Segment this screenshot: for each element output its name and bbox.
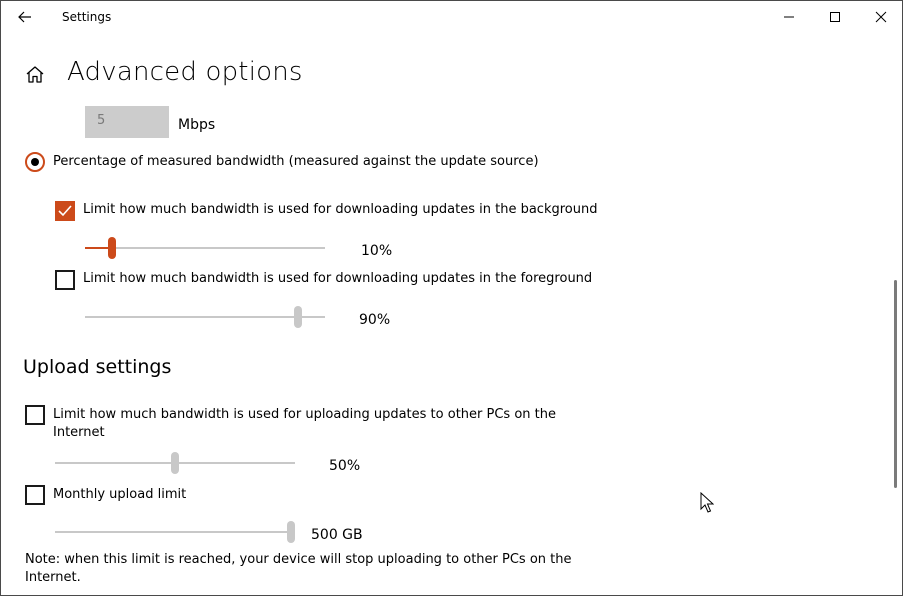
percentage-radio-label: Percentage of measured bandwidth (measured against the update source) <box>53 154 539 169</box>
minimize-icon <box>783 11 795 23</box>
background-limit-label: Limit how much bandwidth is used for downloading updates in the background <box>83 202 598 217</box>
window-title: Settings <box>62 10 112 24</box>
upload-limit-label-line2: Internet <box>53 425 105 440</box>
background-limit-value: 10% <box>361 243 393 259</box>
monthly-limit-checkbox[interactable] <box>25 485 45 505</box>
foreground-limit-checkbox[interactable] <box>55 270 75 290</box>
slider-thumb[interactable] <box>108 237 116 259</box>
back-button[interactable] <box>12 6 38 28</box>
upload-limit-label <box>53 406 556 442</box>
slider-thumb[interactable] <box>171 452 179 474</box>
upload-settings-heading: Upload settings <box>23 356 172 378</box>
minimize-button[interactable] <box>766 0 812 34</box>
upload-limit-slider[interactable] <box>55 452 295 474</box>
foreground-limit-value: 90% <box>359 312 391 328</box>
maximize-icon <box>829 11 841 23</box>
foreground-limit-slider[interactable] <box>85 306 325 328</box>
back-arrow-icon <box>18 11 32 23</box>
radio-dot <box>31 158 39 166</box>
upload-note-line1: Note: when this limit is reached, your device will stop uploading to other PCs on the <box>25 552 572 567</box>
maximize-button[interactable] <box>812 0 858 34</box>
close-button[interactable] <box>858 0 903 34</box>
foreground-limit-label: Limit how much bandwidth is used for downloading updates in the foreground <box>83 271 593 286</box>
monthly-limit-label: Monthly upload limit <box>53 487 187 502</box>
slider-thumb[interactable] <box>287 521 295 543</box>
mouse-cursor-icon <box>700 492 714 518</box>
upload-limit-label-line1: Limit how much bandwidth is used for uploading updates to other PCs on the <box>53 407 556 422</box>
close-icon <box>875 11 887 23</box>
vertical-scrollbar[interactable] <box>894 280 897 488</box>
bandwidth-unit-label: Mbps <box>178 117 216 133</box>
percentage-radio[interactable] <box>25 152 45 172</box>
background-limit-slider[interactable] <box>85 237 325 259</box>
upload-note-line2: Internet. <box>25 570 81 585</box>
monthly-limit-slider[interactable] <box>55 521 295 543</box>
upload-note <box>25 551 572 587</box>
slider-thumb[interactable] <box>294 306 302 328</box>
checkmark-icon <box>58 205 72 217</box>
monthly-limit-value: 500 GB <box>311 527 363 543</box>
slider-track <box>85 316 325 318</box>
home-icon <box>25 65 45 83</box>
slider-track <box>55 531 295 533</box>
upload-limit-value: 50% <box>329 458 361 474</box>
slider-track <box>85 247 325 249</box>
upload-limit-checkbox[interactable] <box>25 405 45 425</box>
page-title: Advanced options <box>67 57 303 87</box>
background-limit-checkbox[interactable] <box>55 201 75 221</box>
home-button[interactable] <box>22 62 48 86</box>
bandwidth-input[interactable]: 5 <box>85 106 169 138</box>
